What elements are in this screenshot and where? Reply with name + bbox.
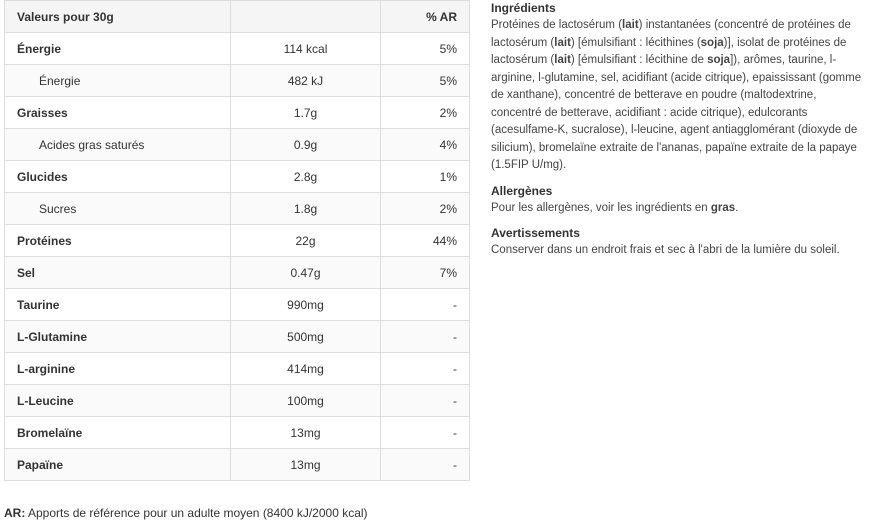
table-row — [5, 257, 470, 289]
nutrient-name: Glucides — [5, 161, 231, 193]
nutrient-value: 500mg — [231, 321, 381, 353]
ingredients-title: Ingrédients — [491, 1, 556, 15]
allergens-title: Allergènes — [491, 183, 553, 198]
nutrient-value: 114 kcal — [231, 33, 381, 65]
table-row — [5, 193, 470, 225]
table-row — [5, 417, 470, 449]
ingredient-text-segment: Protéines de lactosérum ( — [491, 19, 623, 31]
nutrient-ar: 7% — [381, 257, 470, 289]
nutrient-name: Sucres — [5, 193, 231, 225]
nutrient-ar: - — [381, 289, 470, 321]
nutrient-name: L-Glutamine — [5, 321, 231, 353]
nutrient-name: Graisses — [5, 97, 231, 129]
nutrient-ar: - — [381, 321, 470, 353]
allergens-text-before: Pour les allergènes, voir les ingrédients en — [491, 201, 711, 214]
ingredient-allergen: soja — [707, 54, 731, 66]
nutrient-name: L-Leucine — [5, 385, 231, 417]
nutrient-name: Sel — [5, 257, 231, 289]
table-header-row — [5, 1, 470, 33]
table-row — [5, 353, 470, 385]
nutrient-value: 13mg — [231, 417, 381, 449]
nutrition-table-body — [5, 33, 470, 481]
nutrient-name: Taurine — [5, 289, 231, 321]
nutrient-value: 414mg — [231, 353, 381, 385]
ingredients-section — [491, 0, 863, 175]
header-serving: Valeurs pour 30g — [5, 1, 231, 33]
nutrient-value: 2.8g — [231, 161, 381, 193]
nutrient-ar: 5% — [381, 33, 470, 65]
nutrient-ar: 1% — [381, 161, 470, 193]
nutrient-value: 990mg — [231, 289, 381, 321]
nutrient-ar: 5% — [381, 65, 470, 97]
nutrient-value: 100mg — [231, 385, 381, 417]
nutrient-name: Bromelaïne — [5, 417, 231, 449]
nutrient-ar: - — [381, 449, 470, 481]
table-row — [5, 449, 470, 481]
table-row — [5, 129, 470, 161]
ingredient-allergen: lait — [622, 19, 639, 31]
nutrient-value: 13mg — [231, 449, 381, 481]
ingredient-allergen: lait — [554, 36, 571, 49]
warnings-text: Conserver dans un endroit frais et sec à l'abri de la lumière du soleil. — [491, 244, 840, 256]
nutrient-ar: 44% — [381, 225, 470, 257]
table-row — [5, 97, 470, 129]
table-row — [5, 33, 470, 65]
nutrient-value: 1.8g — [231, 193, 381, 225]
nutrient-name: L-arginine — [5, 353, 231, 385]
nutrient-value: 0.9g — [231, 129, 381, 161]
nutrient-ar: - — [381, 385, 470, 417]
nutrient-value: 482 kJ — [231, 65, 381, 97]
ingredient-text-segment: ) [émulsifiant : lécithine de — [570, 54, 708, 66]
table-row — [5, 161, 470, 193]
table-row — [5, 65, 470, 97]
nutrient-ar: - — [381, 417, 470, 449]
nutrient-ar: 2% — [381, 193, 470, 225]
footnote-label: AR: — [4, 506, 26, 520]
table-row — [5, 385, 470, 417]
table-row — [5, 225, 470, 257]
table-row — [5, 321, 470, 353]
nutrient-value: 1.7g — [231, 97, 381, 129]
nutrient-value: 22g — [231, 225, 381, 257]
footnote — [4, 506, 368, 520]
nutrition-table — [4, 0, 470, 481]
nutrient-name: Papaïne — [5, 449, 231, 481]
ingredient-allergen: soja — [700, 36, 724, 49]
table-row — [5, 289, 470, 321]
nutrient-ar: 2% — [381, 97, 470, 129]
ingredient-text-segment: ) [émulsifiant : lécithines ( — [570, 36, 701, 49]
allergens-bold-word: gras — [710, 201, 736, 214]
nutrient-name: Énergie — [5, 65, 231, 97]
allergens-text-after: . — [735, 201, 739, 214]
nutrient-name: Énergie — [5, 33, 231, 65]
ingredient-allergen: lait — [554, 54, 571, 66]
warnings-title: Avertissements — [491, 226, 580, 240]
nutrient-ar: 4% — [381, 129, 470, 161]
ingredient-text-segment: )], isolat de protéines de lactosérum ( — [491, 36, 847, 66]
nutrient-name: Protéines — [5, 225, 231, 257]
product-info-panel — [491, 0, 863, 268]
header-value — [231, 1, 381, 33]
footnote-text: Apports de référence pour un adulte moyen (8400 kJ/2000 kcal) — [25, 506, 368, 520]
allergens-section — [491, 183, 863, 218]
nutrient-name: Acides gras saturés — [5, 129, 231, 161]
nutrient-ar: - — [381, 353, 470, 385]
ingredients-text — [491, 17, 863, 175]
allergens-text — [491, 200, 863, 218]
warnings-section — [491, 225, 863, 260]
ingredient-text-segment: ) instantanées (concentré de protéines de lactosérum ( — [491, 19, 851, 49]
nutrient-value: 0.47g — [231, 257, 381, 289]
ingredient-text-segment: ]), arômes, taurine, l-arginine, l-glutamine, sel, acidifiant (acide citrique), epaississant (gomme de xanthane), concentré de betterave en poudre (maltodextrine, concentré de betterave, acidifiant : acide citrique), edulcorants (acesulfame-K, sucralose), l-leucine, agent antiagglomérant (dioxyde de silicium), bromelaïne extraite de l'ananas, papaïne extraite de la papaye (1.5FIP U/mg). — [491, 54, 862, 171]
header-ar: % AR — [381, 1, 470, 33]
